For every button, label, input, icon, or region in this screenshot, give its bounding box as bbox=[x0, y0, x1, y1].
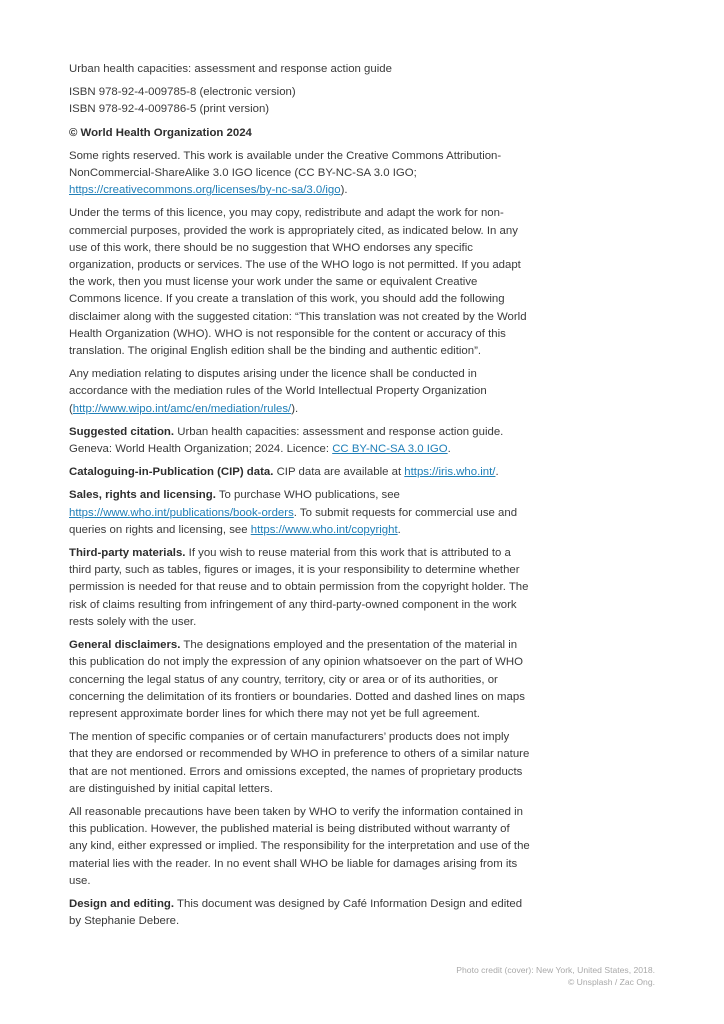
copyright-link[interactable]: https://www.who.int/copyright bbox=[250, 523, 398, 536]
iris-link[interactable]: https://iris.who.int/ bbox=[404, 466, 496, 479]
citation-licence-link[interactable]: CC BY-NC-SA 3.0 IGO bbox=[332, 443, 448, 456]
citation-text: Urban health capacities: assessment and response action guide. Geneva: World Health Organization; 2024. Licence: bbox=[69, 425, 504, 456]
mediation-paragraph bbox=[69, 366, 531, 418]
photo-credit-line2: © Unsplash / Zac Ong. bbox=[567, 976, 655, 987]
photo-credit-line1: Photo credit (cover): New York, United States, 2018. bbox=[456, 965, 655, 975]
cip-heading: Cataloguing-in-Publication (CIP) data. bbox=[69, 466, 274, 479]
design-paragraph bbox=[69, 896, 531, 930]
isbn-electronic: ISBN 978-92-4-009785-8 (electronic version) bbox=[69, 86, 296, 99]
mediation-text: Any mediation relating to disputes arising under the licence shall be conducted in accordance with the mediation rules of the World Intellectual Property Organization ( bbox=[69, 368, 487, 415]
copyright-page bbox=[69, 61, 531, 936]
isbn-print: ISBN 978-92-4-009786-5 (print version) bbox=[69, 103, 270, 116]
disclaimers-paragraph bbox=[69, 637, 531, 723]
cc-licence-link[interactable]: https://creativecommons.org/licenses/by-nc-sa/3.0/igo bbox=[69, 184, 341, 197]
sales-text-middle: . To submit requests for commercial use and queries on rights and licensing, see bbox=[69, 506, 518, 536]
cip-text-end: . bbox=[495, 466, 499, 479]
sales-paragraph bbox=[69, 487, 531, 539]
book-orders-link[interactable]: https://www.who.int/publications/book-orders bbox=[69, 506, 294, 519]
citation-text-end: . bbox=[447, 443, 451, 456]
citation-paragraph bbox=[69, 424, 531, 458]
isbn-block bbox=[69, 84, 531, 118]
disclaimers-text: The designations employed and the presentation of the material in this publication do not imply the expression of any opinion whatsoever on the part of WHO concerning the legal status of any country, territory, city or area or of its authorities, or concerning the delimitation of its frontiers or boundaries. Dotted and dashed lines on maps represent approximate border lines for which there may not yet be full agreement. bbox=[69, 639, 525, 720]
companies-paragraph: The mention of specific companies or of certain manufacturers’ products does not imply that they are endorsed or recommended by WHO in preference to others of a similar nature that are not mentioned. Errors and omissions excepted, the names of proprietary products are distinguished by initial capital letters. bbox=[69, 731, 530, 795]
precautions-paragraph: All reasonable precautions have been taken by WHO to verify the information contained in this publication. However, the published material is being distributed without warranty of any kind, either expressed or implied. The responsibility for the interpretation and use of the material lies with the reader. In no event shall WHO be liable for damages arising from its use. bbox=[69, 805, 530, 887]
cip-paragraph bbox=[69, 464, 531, 481]
design-heading: Design and editing. bbox=[69, 897, 175, 910]
photo-credit bbox=[355, 965, 655, 988]
rights-paragraph bbox=[69, 148, 531, 200]
sales-text: To purchase WHO publications, see bbox=[215, 489, 400, 502]
mediation-text-end: ). bbox=[291, 402, 299, 415]
sales-heading: Sales, rights and licensing. bbox=[69, 489, 216, 502]
rights-text: Some rights reserved. This work is available under the Creative Commons Attribution-NonCommercial-ShareAlike 3.0 IGO licence (CC BY-NC-SA 3.0 IGO; bbox=[69, 149, 502, 180]
cip-text: CIP data are available at bbox=[273, 466, 405, 479]
wipo-mediation-link[interactable]: http://www.wipo.int/amc/en/mediation/rules/ bbox=[72, 402, 292, 415]
rights-text-end: ). bbox=[340, 184, 348, 197]
copyright-notice: © World Health Organization 2024 bbox=[69, 126, 252, 139]
sales-text-end: . bbox=[397, 523, 401, 536]
publication-title: Urban health capacities: assessment and response action guide bbox=[69, 63, 392, 75]
disclaimers-heading: General disclaimers. bbox=[69, 639, 181, 652]
design-text: This document was designed by Café Information Design and edited by Stephanie Debere. bbox=[69, 897, 523, 928]
citation-heading: Suggested citation. bbox=[69, 425, 175, 438]
third-party-paragraph bbox=[69, 545, 531, 631]
licence-terms-paragraph: Under the terms of this licence, you may copy, redistribute and adapt the work for non-commercial purposes, provided the work is appropriately cited, as indicated below. In any use of this work, there should be no suggestion that WHO endorses any specific organization, products or services. The use of the WHO logo is not permitted. If you adapt the work, then you must license your work under the same or equivalent Creative Commons licence. If you create a translation of this work, you should add the following disclaimer along with the suggested citation: “This translation was not created by the World Health Organization (WHO). WHO is not responsible for the content or accuracy of this translation. The original English edition shall be the binding and authentic edition”. bbox=[69, 207, 527, 358]
third-party-text: If you wish to reuse material from this work that is attributed to a third party, such as tables, figures or images, it is your responsibility to determine whether permission is needed for that reuse and to obtain permission from the copyright holder. The risk of claims resulting from infringement of any third-party-owned component in the work rests solely with the user. bbox=[69, 547, 529, 628]
third-party-heading: Third-party materials. bbox=[69, 547, 186, 560]
